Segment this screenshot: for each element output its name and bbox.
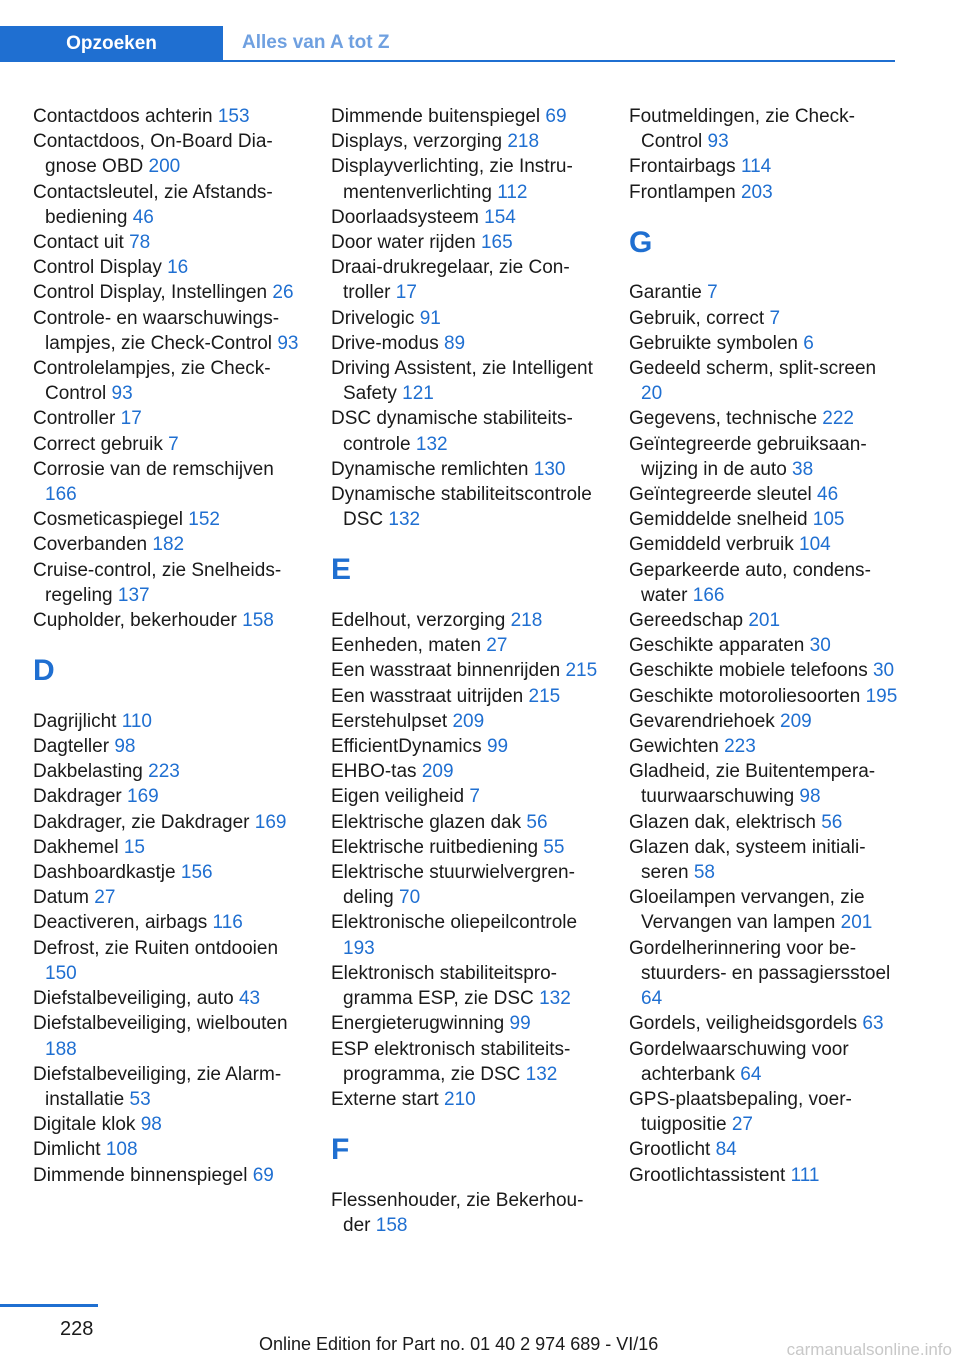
- index-entry: [629, 835, 899, 885]
- index-entry: [331, 129, 601, 154]
- header-divider: [0, 60, 895, 62]
- index-entry: [331, 810, 601, 835]
- page-link[interactable]: 93: [277, 332, 299, 354]
- index-entry-text: Dynamische stabiliteitscontrole DSC: [331, 484, 592, 531]
- index-entry-text: Eerstehulpset: [331, 710, 448, 732]
- page-link[interactable]: 84: [715, 1139, 737, 1161]
- page-link[interactable]: 111: [790, 1164, 820, 1186]
- page-link[interactable]: 38: [792, 458, 814, 480]
- index-entry-text: Defrost, zie Ruiten ontdooien: [33, 937, 279, 959]
- page-link[interactable]: 166: [45, 484, 77, 506]
- page-link[interactable]: 55: [543, 836, 565, 858]
- page-link[interactable]: 78: [129, 232, 151, 254]
- index-entry: [33, 180, 303, 230]
- index-entry: [331, 1087, 601, 1112]
- index-entry: [629, 180, 899, 205]
- index-entry-text: Door water rijden: [331, 232, 476, 254]
- page-link[interactable]: 17: [395, 282, 417, 304]
- index-entry: [33, 507, 303, 532]
- index-entry-text: Gebruik, correct: [629, 307, 765, 329]
- index-entry: [331, 709, 601, 734]
- page-link[interactable]: 27: [731, 1114, 753, 1136]
- page-link[interactable]: 105: [812, 509, 845, 531]
- index-entry-text: Dimlicht: [33, 1139, 101, 1161]
- index-entry: [33, 1137, 303, 1162]
- index-entry: [33, 230, 303, 255]
- index-entry: [331, 910, 601, 960]
- index-entry-text: Geschikte mobiele telefoons: [629, 660, 868, 682]
- index-entry: [331, 356, 601, 406]
- page-link[interactable]: 218: [507, 131, 540, 153]
- index-column-1: [33, 104, 303, 1188]
- section-letter: D: [33, 654, 55, 688]
- page-link[interactable]: 121: [402, 383, 434, 405]
- index-entry-text: Foutmeldingen, zie Check-Control: [629, 106, 855, 153]
- index-entry-text: Gordelherinnering voor bestuurders- en passagiersstoel: [629, 937, 891, 984]
- index-entry-text: Grootlichtassistent: [629, 1164, 786, 1186]
- page-link[interactable]: 46: [817, 484, 839, 506]
- page-link[interactable]: 209: [452, 710, 485, 732]
- page-link[interactable]: 158: [242, 610, 274, 632]
- index-entry: [33, 406, 303, 431]
- index-entry-text: GPS-plaatsbepaling, voertuigpositie: [629, 1088, 852, 1136]
- index-entry-text: Gevarendriehoek: [629, 710, 775, 732]
- index-entry: [331, 608, 601, 633]
- page-link[interactable]: 222: [822, 408, 854, 430]
- page-link[interactable]: 7: [707, 282, 718, 304]
- page-link[interactable]: 7: [769, 307, 781, 329]
- page-link[interactable]: 209: [780, 710, 812, 732]
- index-entry-text: Cruise-control, zie Snelheidsregeling: [33, 559, 282, 606]
- index-entry-text: Controller: [33, 408, 116, 430]
- index-entry-text: DSC dynamische stabiliteitscontrole: [331, 408, 573, 455]
- page-link[interactable]: 93: [707, 131, 729, 153]
- index-entry-text: Diefstalbeveiliging, auto: [33, 988, 234, 1010]
- index-entry: [331, 835, 601, 860]
- index-entry-text: Externe start: [331, 1088, 439, 1110]
- index-entry-text: Contactdoos achterin: [33, 106, 213, 127]
- index-entry-text: Geïntegreerde gebruiksaanwijzing in de auto: [629, 433, 867, 480]
- index-entry: [331, 331, 601, 356]
- page-link[interactable]: 166: [692, 584, 725, 606]
- index-entry-text: Dakdrager, zie Dakdrager: [33, 811, 250, 833]
- index-entry: [33, 1062, 303, 1112]
- index-entry-text: Gloeilampen vervangen, zie Vervangen van lampen: [629, 887, 865, 934]
- index-entry-text: Control Display: [33, 257, 162, 279]
- section-letter: E: [331, 553, 352, 587]
- footer-divider: [0, 1304, 98, 1307]
- page-link[interactable]: 99: [486, 736, 509, 758]
- page-link[interactable]: 98: [799, 786, 821, 808]
- page-link[interactable]: 150: [45, 962, 77, 984]
- index-entry: [629, 759, 899, 809]
- page-link[interactable]: 70: [399, 887, 421, 909]
- page-link[interactable]: 7: [469, 786, 480, 808]
- index-entry-text: Gladheid, zie Buitentemperatuurwaarschuwing: [629, 761, 876, 808]
- index-entry-text: Coverbanden: [33, 534, 148, 556]
- index-entry-text: Glazen dak, elektrisch: [629, 811, 816, 833]
- index-entry: [331, 406, 601, 456]
- tab-alles-van-a-tot-z[interactable]: Alles van A tot Z: [242, 32, 390, 53]
- page-link[interactable]: 203: [740, 181, 773, 203]
- index-entry: [629, 734, 899, 759]
- index-entry: [331, 255, 601, 305]
- index-entry-text: Grootlicht: [629, 1139, 711, 1161]
- index-entry: [33, 1163, 303, 1188]
- page-link[interactable]: 17: [120, 408, 142, 430]
- page-link[interactable]: 169: [254, 811, 287, 833]
- index-entry: [629, 1011, 899, 1036]
- page-link[interactable]: 169: [127, 786, 159, 808]
- page-link[interactable]: 137: [117, 584, 150, 606]
- index-entry-text: Dimmende buitenspiegel: [331, 106, 541, 127]
- page-link[interactable]: 58: [693, 862, 715, 884]
- index-entry: [331, 205, 601, 230]
- index-entry: [629, 331, 899, 356]
- page-link[interactable]: 218: [510, 610, 543, 632]
- index-entry-text: Elektrische glazen dak: [331, 811, 522, 833]
- page-link[interactable]: 201: [748, 610, 781, 632]
- index-entry: [33, 734, 303, 759]
- index-entry-text: Contact uit: [33, 232, 124, 254]
- page-link[interactable]: 215: [565, 660, 598, 682]
- index-entry-text: Dagteller: [33, 736, 110, 758]
- index-entry-text: Dakhemel: [33, 836, 119, 858]
- index-entry-text: Displays, verzorging: [331, 131, 503, 153]
- index-entry: [33, 608, 303, 633]
- index-entry-text: EHBO-tas: [331, 761, 417, 783]
- page-link[interactable]: 7: [168, 433, 179, 455]
- index-column-3: [629, 104, 899, 1188]
- page-link[interactable]: 63: [862, 1013, 884, 1035]
- page-link[interactable]: 153: [217, 106, 250, 127]
- index-entry-text: Controlelampjes, zie Check-Control: [33, 358, 271, 405]
- watermark: carmanualsonline.info: [786, 1340, 952, 1359]
- index-entry-text: Eenheden, maten: [331, 635, 482, 657]
- index-entry-text: Glazen dak, systeem initialiseren: [629, 836, 866, 884]
- index-entry-text: Eigen veiligheid: [331, 786, 465, 808]
- index-entry: [629, 684, 899, 709]
- index-entry-text: Gordels, veiligheidsgordels: [629, 1013, 858, 1035]
- index-entry-text: Dagrijlicht: [33, 710, 117, 732]
- index-entry-text: Gemiddeld verbruik: [629, 534, 794, 556]
- page-link[interactable]: 93: [111, 383, 133, 405]
- index-entry: [33, 936, 303, 986]
- index-entry: [331, 860, 601, 910]
- page-link[interactable]: 15: [123, 836, 145, 858]
- index-entry: [629, 709, 899, 734]
- page-link[interactable]: 30: [872, 660, 895, 682]
- page-link[interactable]: 210: [444, 1088, 476, 1110]
- page-link[interactable]: 30: [809, 635, 831, 657]
- index-entry-text: Cosmeticaspiegel: [33, 509, 183, 531]
- index-entry: [629, 1163, 899, 1188]
- index-entry: [33, 532, 303, 557]
- index-entry: [331, 306, 601, 331]
- index-entry: [629, 356, 899, 406]
- index-entry-text: Frontairbags: [629, 156, 736, 178]
- index-entry: [331, 457, 601, 482]
- index-entry: [629, 558, 899, 608]
- page-link[interactable]: 108: [105, 1139, 138, 1161]
- index-entry: [331, 784, 601, 809]
- page-link[interactable]: 130: [533, 458, 566, 480]
- page-link[interactable]: 6: [803, 332, 814, 354]
- index-entry-text: Een wasstraat uitrijden: [331, 685, 524, 707]
- page-link[interactable]: 69: [545, 106, 567, 127]
- page-link[interactable]: 64: [740, 1063, 762, 1085]
- index-entry: [331, 961, 601, 1011]
- index-entry: [331, 230, 601, 255]
- index-entry-text: Diefstalbeveiliging, wielbouten: [33, 1013, 288, 1035]
- index-entry-text: Gemiddelde snelheid: [629, 509, 808, 531]
- page-link[interactable]: 98: [140, 1114, 162, 1136]
- index-entry: [629, 885, 899, 935]
- page-number: 228: [60, 1318, 94, 1340]
- page-link[interactable]: 56: [526, 811, 548, 833]
- index-entry-text: Gebruikte symbolen: [629, 332, 798, 354]
- page-link[interactable]: 27: [94, 887, 116, 909]
- index-entry: [331, 633, 601, 658]
- page-link[interactable]: 188: [45, 1038, 77, 1060]
- index-entry-text: Flessenhouder, zie Bekerhouder: [331, 1189, 584, 1236]
- index-entry-text: Geschikte motoroliesoorten: [629, 685, 861, 707]
- index-entry-text: Gordelwaarschuwing voor achterbank: [629, 1038, 849, 1085]
- index-entry: [629, 633, 899, 658]
- index-entry-text: Draai-drukregelaar, zie Controller: [331, 257, 570, 304]
- index-entry-text: ESP elektronisch stabiliteitsprogramma, zie DSC: [331, 1038, 571, 1085]
- index-entry: [331, 104, 601, 129]
- page-link[interactable]: 69: [252, 1164, 274, 1186]
- index-entry: [33, 457, 303, 507]
- index-entry: [629, 104, 899, 154]
- index-entry-text: Dakdrager: [33, 786, 122, 808]
- page-link[interactable]: 195: [865, 685, 898, 707]
- index-entry: [33, 280, 303, 305]
- index-entry-text: Diefstalbeveiliging, zie Alarminstallatie: [33, 1063, 282, 1110]
- index-entry: [33, 104, 303, 129]
- index-entry-text: Digitale klok: [33, 1114, 136, 1136]
- page-link[interactable]: 182: [152, 534, 185, 556]
- page-link[interactable]: 154: [484, 206, 516, 228]
- index-entry: [33, 910, 303, 935]
- index-entry-text: Dashboardkastje: [33, 862, 176, 884]
- page-link[interactable]: 152: [188, 509, 220, 531]
- index-entry: [331, 684, 601, 709]
- index-entry: [629, 406, 899, 431]
- index-entry-text: Geïntegreerde sleutel: [629, 484, 812, 506]
- chapter-header: [0, 0, 895, 62]
- page-link[interactable]: 116: [212, 912, 243, 934]
- page-link[interactable]: 64: [641, 988, 663, 1010]
- page-link[interactable]: 53: [129, 1088, 151, 1110]
- index-entry: [33, 1011, 303, 1061]
- page-link[interactable]: 27: [486, 635, 508, 657]
- page-link[interactable]: 110: [121, 710, 152, 732]
- page-link[interactable]: 104: [799, 534, 831, 556]
- index-entry-text: Elektronische oliepeilcontrole: [331, 912, 578, 934]
- index-entry: [629, 1137, 899, 1162]
- index-entry-text: EfficientDynamics: [331, 736, 482, 758]
- page-link[interactable]: 16: [167, 257, 189, 279]
- page-link[interactable]: 223: [724, 736, 756, 758]
- index-entry: [33, 709, 303, 734]
- page-link[interactable]: 201: [840, 912, 873, 934]
- index-entry-text: Elektrische stuurwielvergrendeling: [331, 862, 575, 909]
- index-entry-text: Cupholder, bekerhouder: [33, 610, 237, 632]
- index-entry-text: Control Display, Instellingen: [33, 282, 268, 304]
- section-letter: F: [331, 1133, 350, 1167]
- index-entry-text: Gedeeld scherm, split-screen: [629, 358, 877, 380]
- index-entry: [33, 835, 303, 860]
- page-link[interactable]: 56: [821, 811, 843, 833]
- index-entry-text: Elektrische ruitbediening: [331, 836, 539, 858]
- index-entry: [33, 885, 303, 910]
- index-entry-text: Datum: [33, 887, 89, 909]
- index-entry: [331, 482, 601, 532]
- index-entry: [331, 154, 601, 204]
- index-entry: [331, 1037, 601, 1087]
- page-link[interactable]: 215: [528, 685, 561, 707]
- index-entry: [331, 759, 601, 784]
- index-entry-text: Drive-modus: [331, 332, 439, 354]
- index-entry: [33, 1112, 303, 1137]
- page-link[interactable]: 193: [343, 937, 375, 959]
- index-entry-text: Correct gebruik: [33, 433, 163, 455]
- index-entry: [629, 507, 899, 532]
- index-entry-text: Drivelogic: [331, 307, 415, 329]
- index-entry: [629, 432, 899, 482]
- index-entry: [629, 280, 899, 305]
- index-entry: [33, 558, 303, 608]
- index-entry-text: Gereedschap: [629, 610, 744, 632]
- page-link[interactable]: 132: [415, 433, 448, 455]
- index-entry-text: Een wasstraat binnenrijden: [331, 660, 561, 682]
- index-entry-text: Geparkeerde auto, condenswater: [629, 559, 871, 606]
- index-entry: [629, 658, 899, 683]
- index-entry-text: Dynamische remlichten: [331, 458, 529, 480]
- page-link[interactable]: 209: [421, 761, 454, 783]
- index-entry-text: Frontlampen: [629, 181, 736, 203]
- section-letter: G: [629, 225, 653, 259]
- page-link[interactable]: 99: [509, 1013, 531, 1035]
- page-link[interactable]: 112: [497, 181, 528, 203]
- page-link[interactable]: 156: [180, 862, 213, 884]
- index-entry-text: Corrosie van de remschijven: [33, 458, 274, 480]
- index-entry-text: Geschikte apparaten: [629, 635, 805, 657]
- index-entry: [629, 936, 899, 1012]
- index-entry: [33, 759, 303, 784]
- page-link[interactable]: 26: [272, 282, 294, 304]
- index-entry: [33, 255, 303, 280]
- index-entry: [629, 810, 899, 835]
- index-entry: [33, 306, 303, 356]
- index-entry: [629, 482, 899, 507]
- index-entry: [629, 154, 899, 179]
- tab-opzoeken[interactable]: Opzoeken: [0, 26, 223, 62]
- page-link[interactable]: 98: [114, 736, 136, 758]
- page-link[interactable]: 158: [375, 1214, 408, 1236]
- index-entry: [629, 532, 899, 557]
- page-link[interactable]: 132: [539, 988, 571, 1010]
- index-entry: [33, 356, 303, 406]
- index-entry: [331, 1188, 601, 1238]
- page-link[interactable]: 200: [148, 156, 181, 178]
- index-entry: [33, 784, 303, 809]
- page-link[interactable]: 165: [480, 232, 513, 254]
- index-entry-text: Doorlaadsysteem: [331, 206, 479, 228]
- index-entry: [629, 1037, 899, 1087]
- page-link[interactable]: 114: [740, 156, 772, 178]
- index-entry: [331, 658, 601, 683]
- page-link[interactable]: 132: [525, 1063, 558, 1085]
- index-entry: [629, 1087, 899, 1137]
- index-entry-text: Deactiveren, airbags: [33, 912, 208, 934]
- index-entry-text: Dakbelasting: [33, 761, 143, 783]
- index-entry-text: Gewichten: [629, 736, 719, 758]
- index-entry: [33, 986, 303, 1011]
- index-entry: [33, 810, 303, 835]
- index-entry-text: Contactsleutel, zie Afstandsbediening: [33, 181, 273, 228]
- index-entry-text: Controle- en waarschuwingslampjes, zie Check-Control: [33, 307, 280, 354]
- index-entry: [33, 860, 303, 885]
- index-entry-text: Gegevens, technische: [629, 408, 818, 430]
- index-entry-text: Garantie: [629, 282, 702, 304]
- index-entry: [331, 1011, 601, 1036]
- index-entry-text: Energieterugwinning: [331, 1013, 505, 1035]
- index-entry: [33, 432, 303, 457]
- index-entry-text: Dimmende binnenspiegel: [33, 1164, 248, 1186]
- index-column-2: [331, 104, 601, 1238]
- edition-note: Online Edition for Part no. 01 40 2 974 689 - VI/16: [259, 1334, 659, 1354]
- index-entry-text: Edelhout, verzorging: [331, 610, 506, 632]
- page-link[interactable]: 223: [148, 761, 180, 783]
- index-entry: [33, 129, 303, 179]
- page-link[interactable]: 43: [238, 988, 261, 1010]
- page-link[interactable]: 91: [419, 307, 441, 329]
- index-entry-text: Elektronisch stabiliteitsprogramma ESP, zie DSC: [331, 962, 557, 1010]
- index-entry: [331, 734, 601, 759]
- index-entry-text: Driving Assistent, zie Intelligent Safety: [331, 358, 593, 405]
- index-entry: [629, 306, 899, 331]
- page-link[interactable]: 20: [641, 383, 663, 405]
- index-entry: [629, 608, 899, 633]
- index-entry-text: Contactdoos, On-Board Diagnose OBD: [33, 131, 273, 178]
- index-entry-text: Displayverlichting, zie Instrumentenverlichting: [331, 156, 573, 203]
- page-link[interactable]: 132: [388, 509, 421, 531]
- page-link[interactable]: 46: [132, 206, 154, 228]
- page-link[interactable]: 89: [443, 332, 466, 354]
